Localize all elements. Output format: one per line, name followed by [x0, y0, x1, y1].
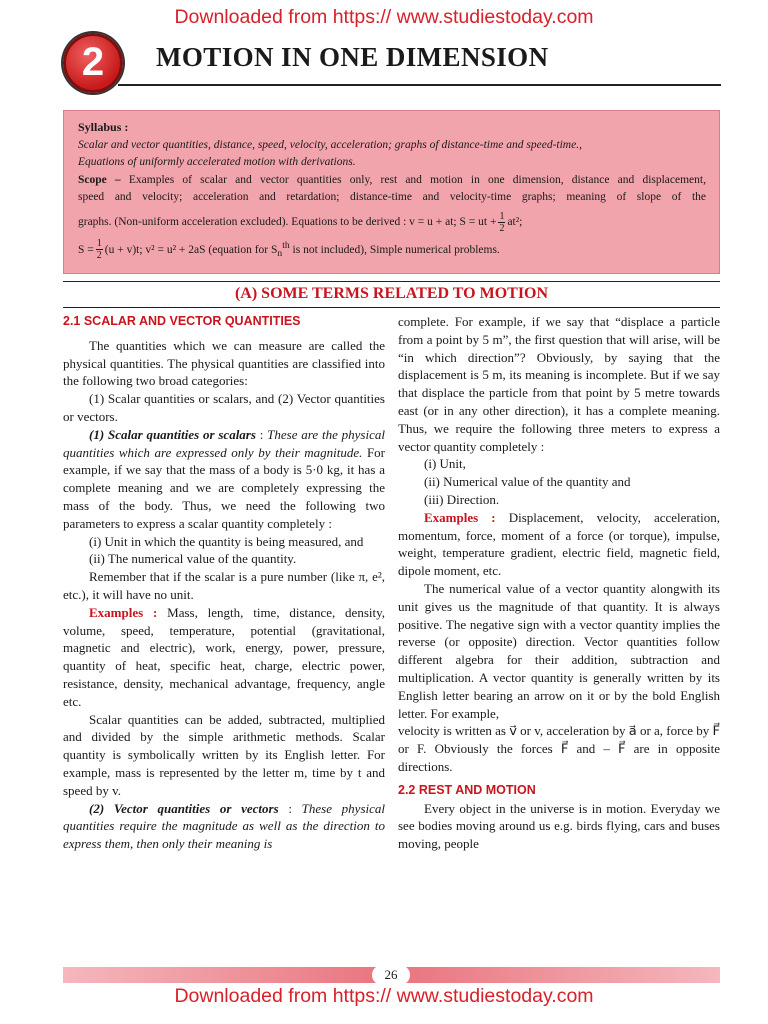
equations-text-end: at²;: [507, 215, 523, 228]
scalar-definition: These are the physical quantities which are expressed only by their magnitude.: [63, 426, 385, 460]
scalar-label: (1) Scalar quantities or scalars: [89, 426, 256, 442]
scope-text-1: Examples of scalar and vector quantities only, rest and motion in one dimension, distance and displacement,: [120, 173, 706, 186]
examples-text: Mass, length, time, distance, density, volume, speed, temperature, potential (gravitational, magnetic and electric), work, energy, power, pressure, quantity of heat, specific heat, charge, electric power, resistance, density, mechanical advantage, frequency, angle etc.: [63, 604, 386, 709]
syllabus-body-line-2: Equations of uniformly accelerated motion with derivations.: [78, 156, 356, 168]
fraction-numerator: 1: [96, 238, 102, 250]
left-paragraph-1: The quantities which we can measure are called the physical quantities. The physical quantities are classified into the following two broad categories:: [63, 337, 385, 389]
chapter-number-badge: 2: [63, 33, 123, 93]
syllabus-scope-line-3: [78, 211, 706, 234]
fraction-half: [498, 211, 505, 234]
section-a-title: (A) SOME TERMS RELATED TO MOTION: [234, 285, 549, 302]
fraction-denominator: 2: [499, 222, 505, 234]
left-paragraph-3: [63, 426, 385, 533]
page-number: 26: [372, 965, 410, 985]
right-list-item-2: (ii) Numerical value of the quantity and: [424, 474, 631, 490]
left-examples: [63, 604, 385, 711]
fraction-numerator: 1: [499, 210, 505, 222]
scope-label: Scope –: [78, 173, 121, 186]
syllabus-scope-line-2: speed and velocity; acceleration and retardation; distance-time and velocity-time graphs; meaning of slope of the: [78, 191, 706, 203]
syllabus-body-line-1: Scalar and vector quantities, distance, speed, velocity, acceleration; graphs of distance-time and speed-time.,: [78, 138, 582, 151]
vector-colon: :: [278, 800, 302, 816]
left-list-item-2: (ii) The numerical value of the quantity.: [89, 551, 297, 567]
subscript-n: n: [277, 247, 283, 259]
equations-text: graphs. (Non-uniform acceleration excluded). Equations to be derived : v = u + at; S = ut +: [78, 215, 497, 228]
heading-2-2: 2.2 REST AND MOTION: [398, 782, 536, 797]
syllabus-box: [63, 110, 720, 274]
fraction-denominator: 2: [96, 250, 102, 262]
right-list-item-3: (iii) Direction.: [424, 491, 500, 507]
superscript-th: th: [282, 239, 290, 251]
examples-label: Examples :: [424, 509, 496, 525]
download-banner-top: Downloaded from https:// www.studiestoday.com: [174, 6, 594, 28]
syllabus-scope-line-1: [78, 172, 706, 190]
examples-label: Examples :: [89, 604, 158, 620]
left-column: [63, 313, 385, 853]
equation-tail: is not included), Simple numerical problems.: [289, 243, 500, 256]
right-column: [398, 313, 720, 853]
heading-2-1: 2.1 SCALAR AND VECTOR QUANTITIES: [63, 314, 301, 328]
examples-text: Displacement, velocity, acceleration, momentum, force, moment of a force (or torque), impulse, weight, temperature gradient, electric field, magnetic field, dipole moment, etc.: [398, 509, 721, 579]
syllabus-heading: Syllabus :: [78, 120, 129, 134]
section-rule-top: [63, 281, 720, 282]
vector-label: (2) Vector quantities or vectors: [89, 800, 279, 816]
title-underline: [118, 84, 721, 86]
fraction-half-2: [96, 238, 103, 261]
section-rule-bottom: [63, 307, 720, 308]
right-paragraph-4: Every object in the universe is in motion. Everyday we see bodies moving around us e.g. birds flying, cars and buses moving, people: [398, 800, 720, 852]
scalar-rest: For example, if we say that the mass of a body is 5·0 kg, it has a complete meaning and we are completely expressing the mass of the body. Thus, we need the following two parameters to express a scalar quantity completely :: [63, 444, 385, 531]
right-paragraph-2: The numerical value of a vector quantity alongwith its unit gives us the magnitude of that quantity. It is always positive. The negative sign with a vector quantity implies the reverse (or opposite) direction. Vector quantities follow different algebra for their addition, subtraction and multiplication. A vector quantity is generally written by its English letter bearing an arrow on it or by the bold English letter. For example,: [398, 580, 720, 721]
syllabus-scope-line-4: [78, 237, 706, 263]
left-paragraph-6: [63, 800, 385, 853]
right-examples: [398, 509, 720, 580]
left-paragraph-2: (1) Scalar quantities or scalars, and (2) Vector quantities or vectors.: [63, 391, 385, 424]
right-list-item-1: (i) Unit,: [424, 456, 466, 472]
equation-s: S =: [78, 243, 94, 256]
left-list-item-1: (i) Unit in which the quantity is being measured, and: [89, 533, 364, 549]
left-paragraph-5: Scalar quantities can be added, subtracted, multiplied and divided by the simple arithmetic methods. Scalar quantity is symbolically written by its English letter. For example, mass is represented by the letter m, time by t and speed by v.: [63, 711, 385, 798]
download-banner-bottom: Downloaded from https:// www.studiestoday.com: [174, 985, 594, 1007]
left-paragraph-4: Remember that if the scalar is a pure number (like π, e², etc.), it will have no unit.: [63, 569, 385, 602]
right-paragraph-1: complete. For example, if we say that “displace a particle from a point by 5 m”, the first question that will arise, will be “in which direction”? Obviously, by saying that the displacement is 5 m, its meaning is incomplete. But if we say that displace the particle from that point by 5 metre towards east (or in any other direction), it has a complete meaning. Thus, we require the following three meters to express a vector quantity completely :: [398, 314, 720, 454]
chapter-title: MOTION IN ONE DIMENSION: [156, 42, 549, 72]
scalar-colon: :: [255, 426, 268, 442]
vector-definition: These physical quantities require the magnitude as well as the direction to express them, then only their meaning is: [63, 800, 385, 852]
equation-rest: (u + v)t; v² = u² + 2aS (equation for S: [104, 243, 278, 256]
right-paragraph-3: velocity is written as v⃗ or v, acceleration by a⃗ or a, force by F⃗ or F. Obviously the forces F⃗ and – F⃗ are in opposite directions.: [398, 723, 720, 774]
